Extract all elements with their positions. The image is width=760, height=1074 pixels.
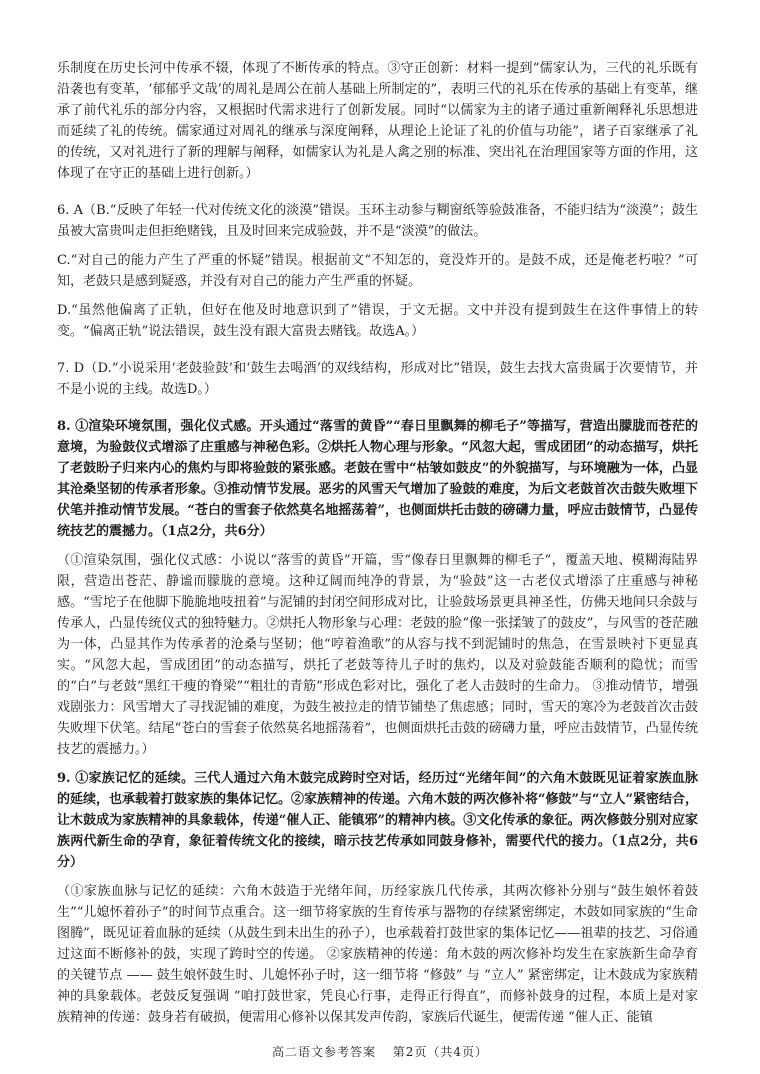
answer-9: 9. ①家族记忆的延续。三代人通过六角木鼓完成跨时空对话，经历过“光绪年间”的六角木鼓既见证着家族血脉的延续，也承载着打鼓家族的集体记忆。②家族精神的传递。六角木鼓的两次修补将“修鼓”与“立人”紧密结合，让木鼓成为家族精神的具象载体，传递“催人正、能镇邪”的精神内核。③文化传承的象征。两次修鼓分别对应家族两代新生命的孕育，象征着传统文化的接续，暗示技艺传承如同鼓身修补，需要代代的接力。（1点2分，共6分） <box>57 771 698 870</box>
answer-7: 7. D（D.“小说采用‘老鼓验鼓’和‘鼓生去喝酒’的双线结构，形成对比”错误，鼓生去找大富贵属于次要情节，并不是小说的主线。故选D。） <box>57 361 698 397</box>
answer-6-b: 6. A（B.“反映了年轻一代对传统文化的淡漠”错误。玉环主动参与糊窗纸等验鼓准备，不能归结为“淡漠”；鼓生虽被大富贵叫走但拒绝赌钱，且及时回来完成验鼓，并不是“淡漠”的做法。 <box>57 203 698 239</box>
answer-3-continued: 乐制度在历史长河中传承不辍，体现了不断传承的特点。③守正创新：材料一提到“儒家认为，三代的礼乐既有沿袭也有变革，‘郁郁乎文哉’的周礼是周公在前人基础上所制定的”，表明三代的礼乐在传承的基础上有变革，继承了前代礼乐的部分内容，又根据时代需求进行了创新发展。同时“以儒家为主的诸子通过重新阐释礼乐思想进而延续了礼的传统。儒家通过对周礼的继承与深度阐释，从理论上论证了礼的价值与功能”，诸子百家继承了礼的传统，又对礼进行了新的理解与阐释，如儒家认为礼是人禽之别的标准、突出礼在治理国家等方面的作用，这体现了在守正的基础上进行创新。） <box>57 61 698 181</box>
page-footer <box>0 1043 760 1060</box>
footer-doc-title: 高二语文参考答案 <box>271 1045 376 1059</box>
answer-6-d: D.“虽然他偏离了正轨，但好在他及时地意识到了”错误，于文无据。文中并没有提到鼓生在这件事情上的转变。“偏离正轨”说法错误，鼓生没有跟大富贵去赌钱。故选A。） <box>57 303 698 339</box>
answer-9-explanation: （①家族血脉与记忆的延续：六角木鼓造于光绪年间，历经家族几代传承，其两次修补分别与“鼓生娘怀着鼓生”“儿媳怀着孙子”的时间节点重合。这一细节将家族的生育传承与器物的存续紧密绑定，木鼓如同家族的“生命图腾”，既见证着血脉的延续（从鼓生到未出生的孙子），也承载着打鼓世家的集体记忆——祖辈的技艺、习俗通过这面不断修补的鼓，实现了跨时空的传递。 ②家族精神的传递：角木鼓的两次修补均发生在家族新生命孕育的关键节点 —— 鼓生娘怀鼓生时、儿媳怀孙子时，这一细节将 “修鼓” 与 “立人” 紧密绑定，让木鼓成为家族精神的具象载体。老鼓反复强调 “咱打鼓世家，凭良心行事，走得正行得直”，而修补鼓身的过程，本质上是对家族精神的传递：鼓身若有破损，便需用心修补以保其发声传韵，家族后代诞生，便需传递 “催人正、能镇 <box>57 884 698 1025</box>
answer-6-c: C.“对自己的能力产生了严重的怀疑”错误。根据前文“不知怎的，竟没炸开的。是鼓不成，还是俺老朽啦？”可知，老鼓只是感到疑惑，并没有对自己的能力产生严重的怀疑。 <box>57 253 698 289</box>
answer-8-explanation: （①渲染氛围，强化仪式感：小说以“落雪的黄昏”开篇，雪“像春日里飘舞的柳毛子”，覆盖天地、模糊海陆界限，营造出苍茫、静谧而朦胧的意境。这种辽阔而纯净的背景，为“验鼓”这一古老仪式增添了庄重感与神秘感。“雪坨子在他脚下脆脆地吱扭着”与泥铺的封闭空间形成对比，让验鼓场景更具神圣性，仿佛天地间只余鼓与传承人，凸显传统仪式的独特魅力。②烘托人物形象与心理：老鼓的脸“像一张揉皱了的鼓皮”，与风雪的苍茫融为一体，凸显其作为传承者的沧桑与坚韧；他“哼着渔歌”的从容与找不到泥铺时的焦急，在雪景映衬下更显真实。“风忽大起，雪成团团”的动态描写，烘托了老鼓等待儿子时的焦灼，以及对验鼓能否顺利的隐忧；而雪的“白”与老鼓“黑红干瘦的脊梁”“粗壮的青筋”形成色彩对比，强化了老人击鼓时的生命力。 ③推动情节，增强戏剧张力：风雪增大了寻找泥铺的难度，为鼓生被拉走的情节铺垫了焦虑感；同时，雪天的寒冷为老鼓首次击鼓失败埋下伏笔。结尾“苍白的雪套子依然莫名地摇荡着”，也侧面烘托击鼓的磅礴力量，呼应击鼓情节，凸显传统技艺的震撼力。） <box>57 553 698 757</box>
footer-page-number: 第2页（共4页） <box>392 1045 489 1059</box>
answer-8: 8. ①渲染环境氛围，强化仪式感。开头通过“落雪的黄昏”“春日里飘舞的柳毛子”等描写，营造出朦胧而苍茫的意境，为验鼓仪式增添了庄重感与神秘色彩。②烘托人物心理与形象。“风忽大起，雪成团团”的动态描写，烘托了老鼓盼子归来内心的焦灼与即将验鼓的紧张感。老鼓在雪中“枯皱如鼓皮”的外貌描写，与环境融为一体，凸显其沧桑坚韧的传承者形象。③推动情节发展。恶劣的风雪天气增加了验鼓的难度，为后文老鼓首次击鼓失败埋下伏笔并推动情节发展。“苍白的雪套子依然莫名地摇荡着”，也侧面烘托击鼓的磅礴力量，呼应击鼓情节，凸显传统技艺的震撼力。（1点2分，共6分） <box>57 419 698 539</box>
